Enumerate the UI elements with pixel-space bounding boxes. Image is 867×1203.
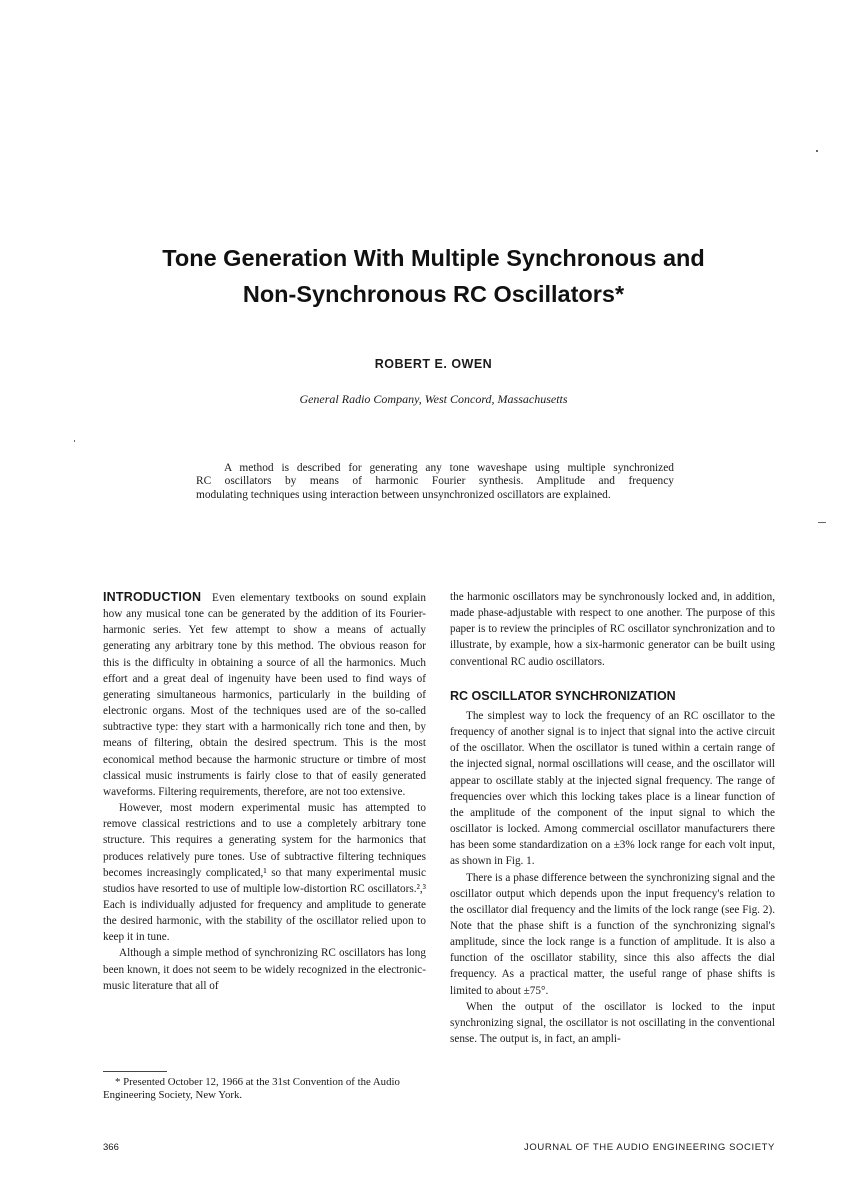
paper-title <box>100 240 767 312</box>
title-line-2: Non-Synchronous RC Oscillators* <box>242 281 625 307</box>
footnote: * Presented October 12, 1966 at the 31st Convention of the Audio Engineering Society, New York. <box>103 1076 400 1101</box>
body-paragraph: The simplest way to lock the frequency of an RC oscillator to the frequency of another signal is to inject that signal into the active circuit of the oscillator. When the oscillator is tuned within a certain range of the injected signal, normal oscillations will cease, and the oscillator will appear to oscillate stably at the injected signal frequency. The range of frequencies over which this locking takes place is a linear function of the amplitude of the component of the input signal to which the oscillator is locked. Among commercial oscillator manufacturers there has been some standardization on a ±3% lock range for each volt input, as shown in Fig. 1. <box>450 709 775 868</box>
body-paragraph: Although a simple method of synchronizing RC oscillators has long been known, it does not seem to be widely recognized in the electronic-music literature that all of <box>103 947 426 992</box>
body-paragraph: However, most modern experimental music has attempted to remove classical restrictions and to use a completely arbitrary tone structure. This requires a generating system for the harmonics that produces relatively pure tones. Use of subtractive filtering techniques becomes increasingly complicated,¹ so that many experimental music studios have resorted to use of multiple low-distortion RC oscillators.²,³ Each is individually adjusted for frequency and amplitude to generate the desired harmonic, with the stability of the oscillator relied upon to keep it in tune. <box>103 802 426 944</box>
abstract-line-3: modulating techniques using interaction between unsynchronized oscillators are explained. <box>196 488 611 501</box>
intro-text: Even elementary textbooks on sound explain how any musical tone can be generated by the addition of its Fourier-harmonic series. Yet few attempt to show a means of actually generating any arbitrary tone by this method. The obvious reason for this is the difficulty in obtaining a source of all the harmonics. Much effort and a great deal of ingenuity have been used to find ways of generating simultaneous harmonics, particularly in the building of electronic organs. Most of the techniques used are of the so-called subtractive type: they start with a harmonically rich tone and then, by means of filtering, obtain the desired spectrum. This is the most economical method because the harmonic structure or timbre of most classical music instruments is fairly close to that of easily generated waveforms. Filtering requirements, therefore, are not too extensive. <box>103 592 426 798</box>
left-column <box>103 589 426 994</box>
body-paragraph: the harmonic oscillators may be synchronously locked and, in addition, made phase-adjustable with respect to one another. The purpose of this paper is to review the principles of RC oscillator synchronization and to illustrate, by example, how a six-harmonic generator can be built using conventional RC audio oscillators. <box>450 591 775 668</box>
journal-name: JOURNAL OF THE AUDIO ENGINEERING SOCIETY <box>524 1142 775 1153</box>
page-number: 366 <box>103 1142 119 1153</box>
abstract <box>196 462 674 502</box>
title-line-1: Tone Generation With Multiple Synchronous and <box>162 245 705 271</box>
author-name: ROBERT E. OWEN <box>374 357 493 371</box>
body-paragraph: When the output of the oscillator is locked to the input synchronizing signal, the oscillator is not oscillating in the conventional sense. The output is, in fact, an ampli- <box>450 1000 775 1046</box>
scan-speck <box>816 150 818 152</box>
body-paragraph: There is a phase difference between the synchronizing signal and the oscillator output which depends upon the input frequency's relation to the oscillator dial frequency and the limits of the lock range (see Fig. 2). Note that the phase shift is a function of the synchronizing signal's amplitude, since the lock range is a function of amplitude. It is also a function of the oscillator stability, since this also affects the dial frequency. As a practical matter, the useful range of phase shifts is limited to about ±75°. <box>450 871 775 997</box>
abstract-line-1: A method is described for generating any tone waveshape using multiple synchronized <box>224 462 674 474</box>
section-heading: RC OSCILLATOR SYNCHRONIZATION <box>450 688 676 703</box>
right-column <box>450 589 775 1047</box>
scan-speck <box>818 522 826 523</box>
intro-paragraph <box>103 589 426 800</box>
abstract-line-2: RC oscillators by means of harmonic Fourier synthesis. Amplitude and frequency <box>196 475 674 488</box>
author-affiliation: General Radio Company, West Concord, Massachusetts <box>299 392 568 406</box>
footnote-divider <box>103 1071 167 1072</box>
introduction-heading: INTRODUCTION <box>103 590 202 604</box>
scan-speck <box>74 440 75 442</box>
